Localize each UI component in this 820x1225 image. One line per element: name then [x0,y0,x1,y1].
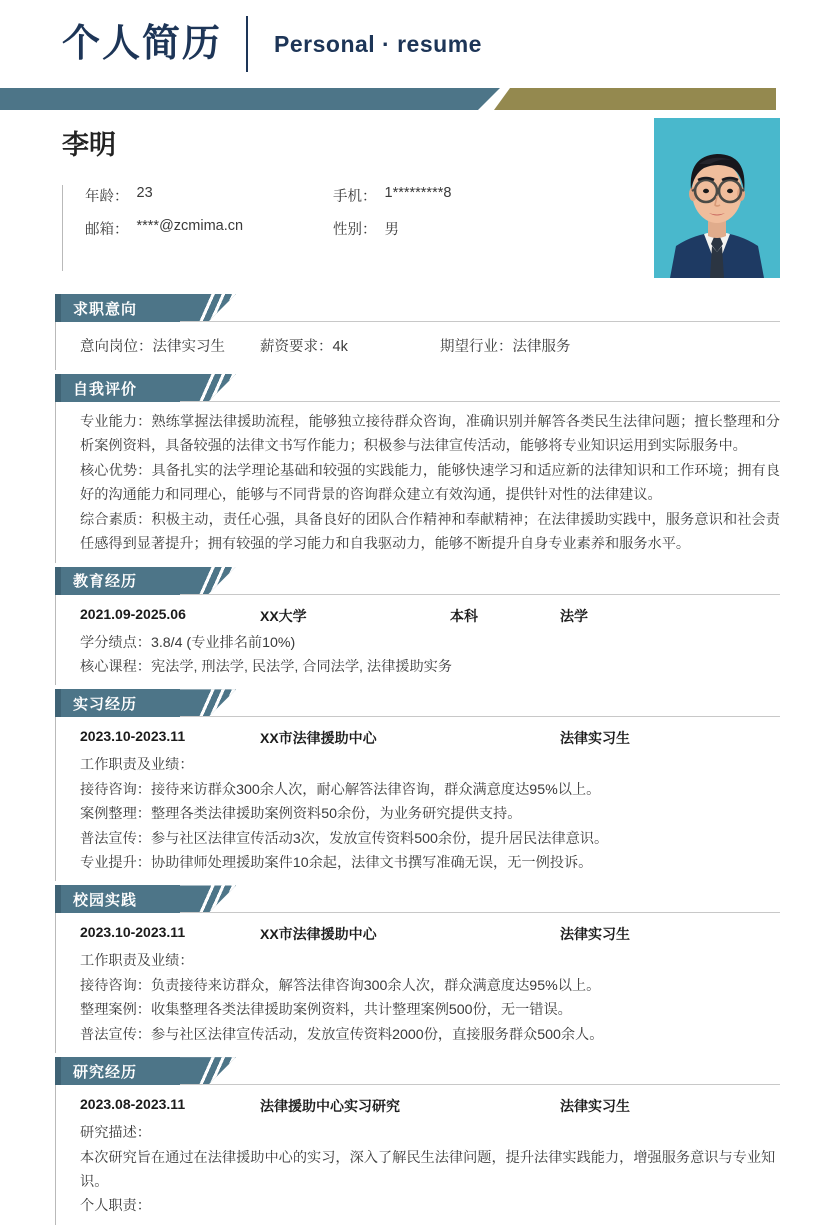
section-header-edge [55,567,61,595]
campus-line: 普法宣传：参与社区法律宣传活动，发放宣传资料2000份，直接服务群众500余人。 [80,1026,604,1043]
page-subtitle: Personal · resume [274,30,482,57]
research-org: 法律援助中心实习研究 [260,1098,400,1115]
age-label: 年龄： [85,189,129,205]
section-rule [180,716,780,717]
section-header-edge [55,374,61,402]
education-major: 法学 [560,607,588,624]
section-body [55,717,780,881]
section-header-stripes [180,567,236,595]
campus-org: XX市法律援助中心 [260,926,377,943]
section-header [55,1057,780,1085]
internship-line: 案例整理：整理各类法律援助案例资料50余份，为业务研究提供支持。 [80,806,522,823]
section-body [55,322,780,370]
section-campus-practice [0,885,820,1053]
campus-date: 2023.10-2023.11 [80,924,186,941]
job-intention-row [80,330,780,364]
section-title-internship: 实习经历 [73,695,138,713]
section-header-edge [55,294,61,322]
section-internship [0,689,820,881]
research-entry-head [80,1093,780,1121]
section-header-stripes [180,885,236,913]
internship-line: 普法宣传：参与社区法律宣传活动3次，发放宣传资料500余份，提升居民法律意识。 [80,830,609,847]
section-body [55,913,780,1053]
intent-salary-value: 4k [332,339,348,355]
gender-value: 男 [384,222,399,238]
contact-phone [333,185,451,206]
self-eval-paragraph: 综合素质：积极主动，责任心强，具备良好的团队合作精神和奉献精神；在法律援助实践中，服务意识和社会责任感得到显著提升；拥有较强的学习能力和自我驱动力，能够不断提升自身专业素养和服务水平。 [80,511,780,553]
section-header-edge [55,885,61,913]
contact-email [85,218,333,239]
phone-label: 手机： [333,189,377,205]
section-title-campus-practice: 校园实践 [73,891,138,909]
section-title-job-intention: 求职意向 [73,300,138,318]
section-rule [180,401,780,402]
section-header [55,294,780,322]
candidate-name: 李明 [62,130,116,160]
campus-role: 法律实习生 [560,926,630,943]
email-value: ****@zcmima.cn [136,218,244,234]
intent-industry [440,335,571,356]
contact-row [85,218,582,239]
intent-industry-value: 法律服务 [512,339,571,355]
campus-line: 接待咨询：负责接待来访群众，解答法律咨询300余人次，群众满意度达95%以上。 [80,977,601,994]
campus-line: 整理案例：收集整理各类法律援助案例资料，共计整理案例500份，无一错误。 [80,1002,572,1019]
intent-position [80,335,260,356]
campus-entry-head [80,921,780,949]
research-role: 法律实习生 [560,1098,630,1115]
page-title: 个人简历 [62,23,223,65]
education-date: 2021.09-2025.06 [80,605,186,622]
section-rule [180,1084,780,1085]
section-title-research: 研究经历 [73,1063,138,1081]
section-self-evaluation [0,374,820,563]
section-header-stripes [180,1057,236,1085]
intent-industry-label: 期望行业： [440,339,513,355]
section-title-education: 教育经历 [73,573,138,591]
age-value: 23 [136,185,153,201]
section-title-self-evaluation: 自我评价 [73,380,138,398]
self-eval-paragraph: 专业能力：熟练掌握法律援助流程，能够独立接待群众咨询，准确识别并解答各类民生法律问题；擅长整理和分析案例资料，具备较强的法律文书写作能力；积极参与法律宣传活动，能够将专业知识运用到实际服务中。 [80,414,780,455]
section-header-stripes [180,294,236,322]
section-job-intention [0,294,820,370]
education-courses: 核心课程：宪法学, 刑法学, 民法学, 合同法学, 法律援助实务 [80,658,453,675]
section-education [0,567,820,686]
intent-position-label: 意向岗位： [80,339,153,355]
internship-entry-head [80,725,780,753]
internship-line: 工作职责及业绩： [80,757,194,774]
ribbon-gold-band [494,88,776,110]
research-date: 2023.08-2023.11 [80,1096,186,1113]
intent-salary-label: 薪资要求： [260,339,333,355]
internship-date: 2023.10-2023.11 [80,728,186,745]
contact-gender [333,218,399,239]
section-header [55,885,780,913]
section-research [0,1057,820,1225]
section-rule [180,321,780,322]
page-header [0,0,820,88]
section-body [55,595,780,686]
intent-salary [260,335,440,356]
section-header-edge [55,689,61,717]
header-ribbon [0,88,820,110]
phone-value: 1*********8 [384,185,452,201]
intent-position-value: 法律实习生 [152,339,225,355]
internship-line: 接待咨询：接待来访群众300余人次，耐心解答法律咨询，群众满意度达95%以上。 [80,781,601,798]
self-eval-paragraph: 核心优势：具备扎实的法学理论基础和较强的实践能力，能够快速学习和适应新的法律知识和工作环境；拥有良好的沟通能力和同理心，能够与不同背景的咨询群众建立有效沟通，提供针对性的法律建议。 [80,462,780,504]
education-school: XX大学 [260,607,307,624]
section-header-stripes [180,374,236,402]
internship-org: XX市法律援助中心 [260,730,377,747]
research-line: 本次研究旨在通过在法律援助中心的实习，深入了解民生法律问题，提升法律实践能力，增强服务意识与专业知识。 [80,1149,776,1191]
header-divider [246,16,248,72]
contact-age [85,185,333,206]
section-header [55,567,780,595]
research-line: 研究描述： [80,1125,151,1142]
email-label: 邮箱： [85,222,129,238]
campus-line: 工作职责及业绩： [80,953,194,970]
contact-row [85,185,582,206]
section-header [55,689,780,717]
gender-label: 性别： [333,222,377,238]
internship-line: 专业提升：协助律师处理援助案件10余起，法律文书撰写准确无误，无一例投诉。 [80,855,593,872]
ribbon-teal-band [0,88,500,110]
section-body [55,402,780,563]
education-entry-head [80,603,780,631]
education-degree: 本科 [450,607,478,624]
profile-block [0,110,820,290]
section-rule [180,912,780,913]
research-line: 个人职责： [80,1198,151,1215]
section-body [55,1085,780,1225]
contact-info-block [62,185,582,271]
section-header-edge [55,1057,61,1085]
avatar [654,118,780,278]
section-header [55,374,780,402]
education-gpa: 学分绩点：3.8/4 (专业排名前10%) [80,634,296,651]
internship-role: 法律实习生 [560,730,630,747]
section-header-stripes [180,689,236,717]
section-rule [180,594,780,595]
